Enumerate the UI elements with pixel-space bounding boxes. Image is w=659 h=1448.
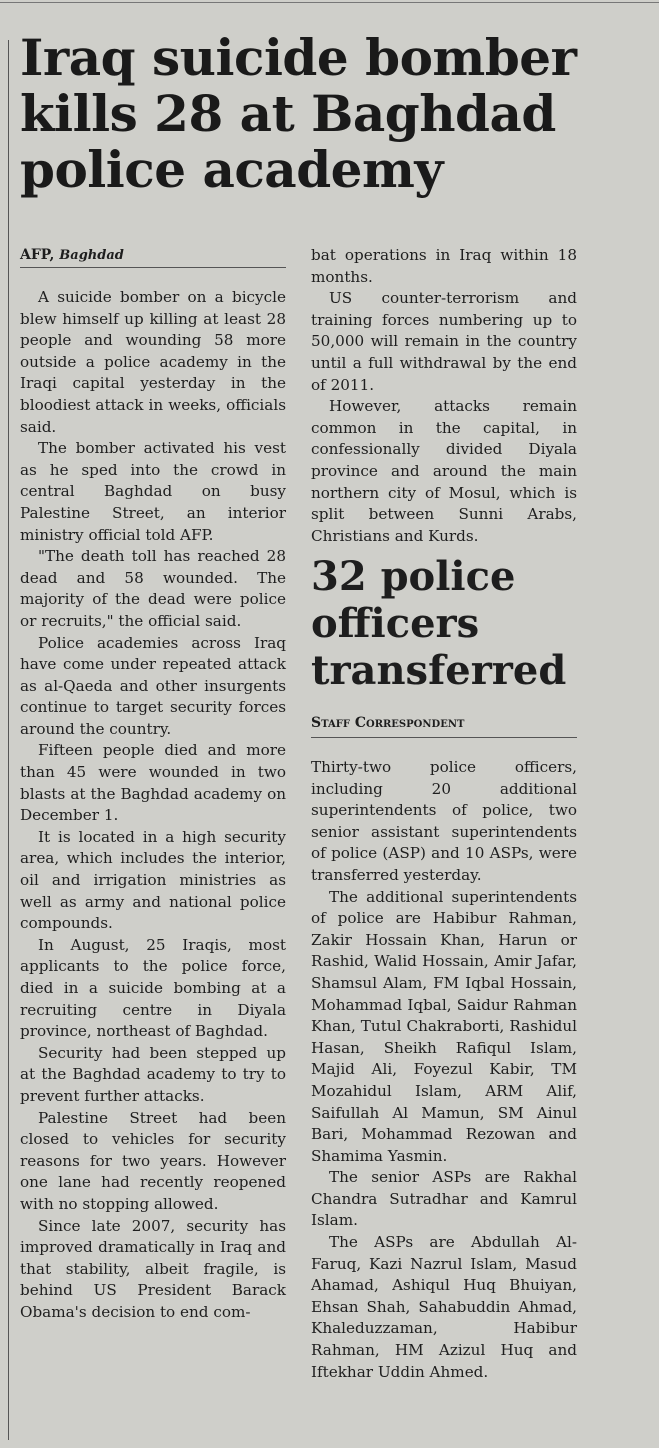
paragraph: "The death toll has reached 28 dead and 58 wounded. The majority of the dead were police or recruits," the official said. [20,547,286,630]
paragraph: The senior ASPs are Rakhal Chandra Sutradhar and Kamrul Islam. [311,1168,577,1230]
headline-line: transferred [311,647,567,694]
paragraph: Palestine Street had been closed to vehicles for security reasons for two years. However one lane had recently reopened with no stopping allowed. [20,1108,286,1213]
paragraph: However, attacks remain common in the capital, in confessionally divided Diyala province and around the main northern city of Mosul, which is split between Sunni Arabs, Christians and Kurds. [311,397,577,545]
paragraph: The bomber activated his vest as he sped into the crowd in central Baghdad on busy Palestine Street, an interior ministry official told AFP. [20,439,286,544]
headline-line: police academy [20,140,443,199]
headline-line: kills 28 at Baghdad [20,84,556,143]
article2-headline [311,553,611,694]
paragraph: It is located in a high security area, which includes the interior, oil and irrigation ministries as well as army and national police compounds. [20,827,286,933]
headline-line: Iraq suicide bomber [20,28,577,87]
paragraph: Security had been stepped up at the Baghdad academy to try to prevent further attacks. [20,1043,286,1105]
article2-byline: Staff Correspondent [311,715,577,738]
headline-line: officers [311,600,480,647]
top-border [0,2,659,3]
byline-agency: AFP, [20,247,55,263]
byline-place: Baghdad [59,248,124,263]
paragraph: Police academies across Iraq have come under repeated attack as al-Qaeda and other insurgents continue to target security forces around the country. [20,633,286,738]
paragraph: A suicide bomber on a bicycle blew himself up killing at least 28 people and wounding 58 more outside a police academy in the Iraqi capital yesterday in the bloodiest attack in weeks, officials said. [20,288,286,436]
article1-headline [20,30,640,198]
paragraph: In August, 25 Iraqis, most applicants to the police force, died in a suicide bombing at a recruiting centre in Diyala province, northeast of Baghdad. [20,935,286,1041]
left-border [8,40,9,1440]
paragraph: The ASPs are Abdullah Al-Faruq, Kazi Nazrul Islam, Masud Ahamad, Ashiqul Huq Bhuiyan, Ehsan Shah, Sahabuddin Ahmad, Khaleduzzaman, Habibur Rahman, HM Azizul Huq and Iftekhar Uddin Ahmed. [311,1233,577,1381]
paragraph: Thirty-two police officers, including 20 additional superintendents of police, two senior assistant superintendents of police (ASP) and 10 ASPs, were transferred yesterday. [311,758,577,884]
paragraph: bat operations in Iraq within 18 months. [311,246,577,286]
paragraph: US counter-terrorism and training forces numbering up to 50,000 will remain in the country until a full withdrawal by the end of 2011. [311,289,577,394]
article1-column-2 [311,245,577,547]
article2-body [311,757,577,1383]
article1-column-1 [20,287,286,1324]
article1-byline [20,247,286,268]
paragraph: The additional superintendents of police are Habibur Rahman, Zakir Hossain Khan, Harun or Rashid, Walid Hossain, Amir Jafar, Shamsul Alam, FM Iqbal Hossain, Mohammad Iqbal, Saidur Rahman Khan, Tutul Chakraborti, Rashidul Hasan, Sheikh Rafiqul Islam, Majid Ali, Foyezul Kabir, TM Mozahidul Islam, ARM Alif, Saifullah Al Mamun, SM Ainul Bari, Mohammad Rezowan and Shamima Yasmin. [311,887,577,1165]
paragraph: Since late 2007, security has improved dramatically in Iraq and that stability, albeit fragile, is behind US President Barack Obama's decision to end com- [20,1216,286,1321]
headline-line: 32 police [311,553,516,600]
paragraph: Fifteen people died and more than 45 were wounded in two blasts at the Baghdad academy on December 1. [20,741,286,825]
